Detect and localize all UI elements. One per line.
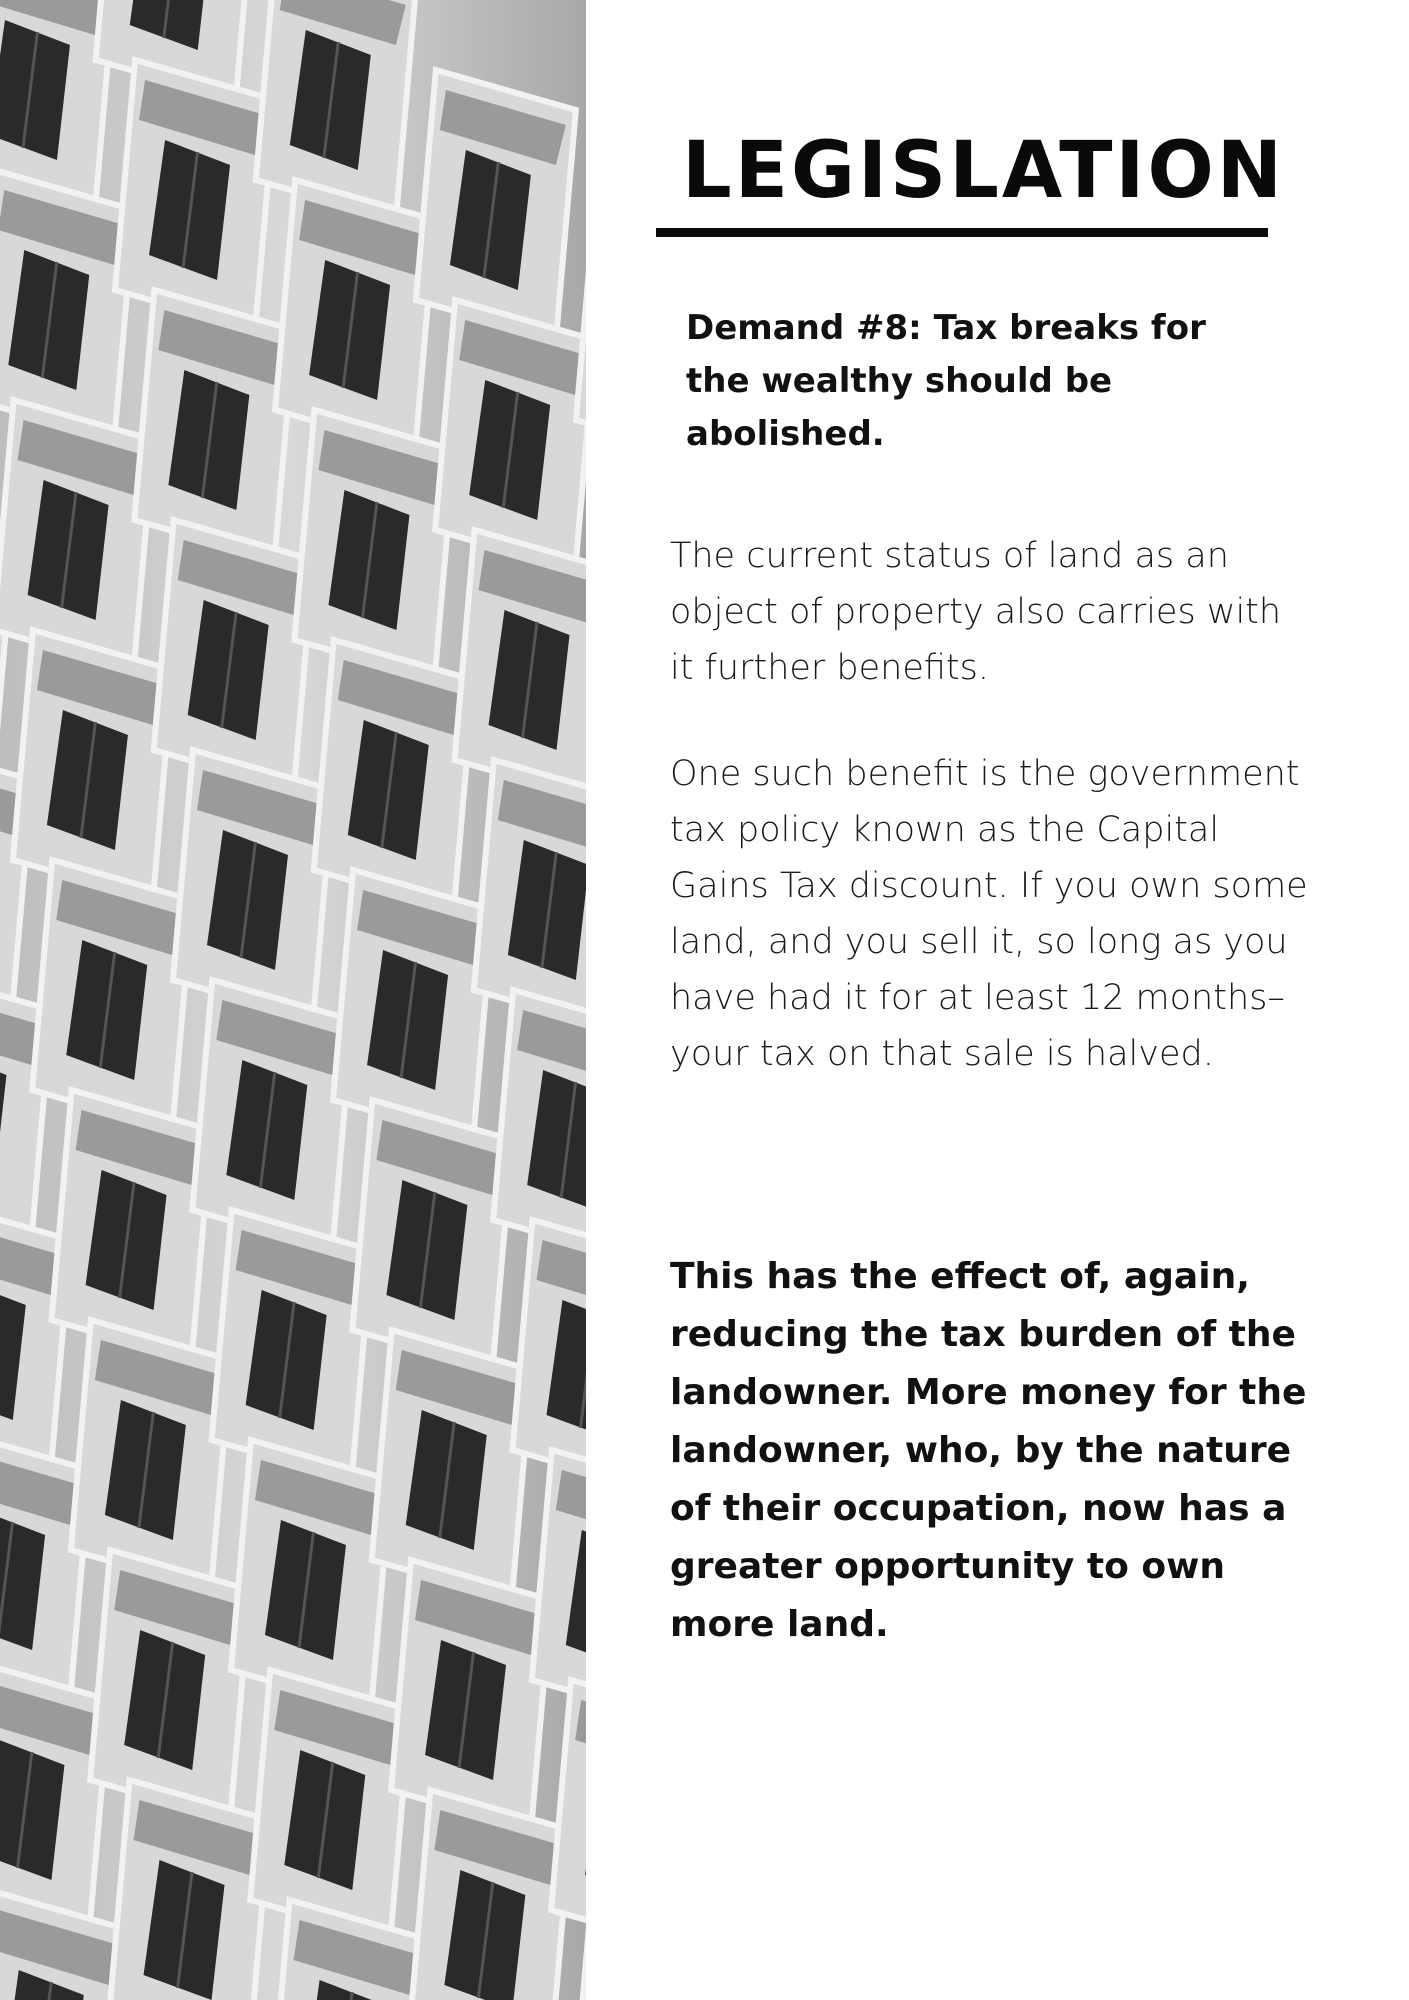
page-title: LEGISLATION [682,126,1286,216]
demand-heading: Demand #8: Tax breaks for the wealthy should be abolished. [686,308,1206,454]
title-underline [656,228,1268,237]
emphasis-paragraph: This has the effect of, again, reducing the tax burden of the landowner. More money for the landowner, who, by the nature of their occupation, now has a greater opportunity to own more land. [670,1256,1307,1645]
paragraph-1: The current status of land as an object of property also carries with it further benefits. [670,536,1282,688]
facade-illustration [0,0,586,2000]
text-panel [586,0,1409,2000]
paragraph-2: One such benefit is the government tax policy known as the Capital Gains Tax discount. If you own some land, and you sell it, so long as you have had it for at least 12 months–your tax on that sale is halved. [670,754,1308,1074]
building-facade-photo [0,0,586,2000]
